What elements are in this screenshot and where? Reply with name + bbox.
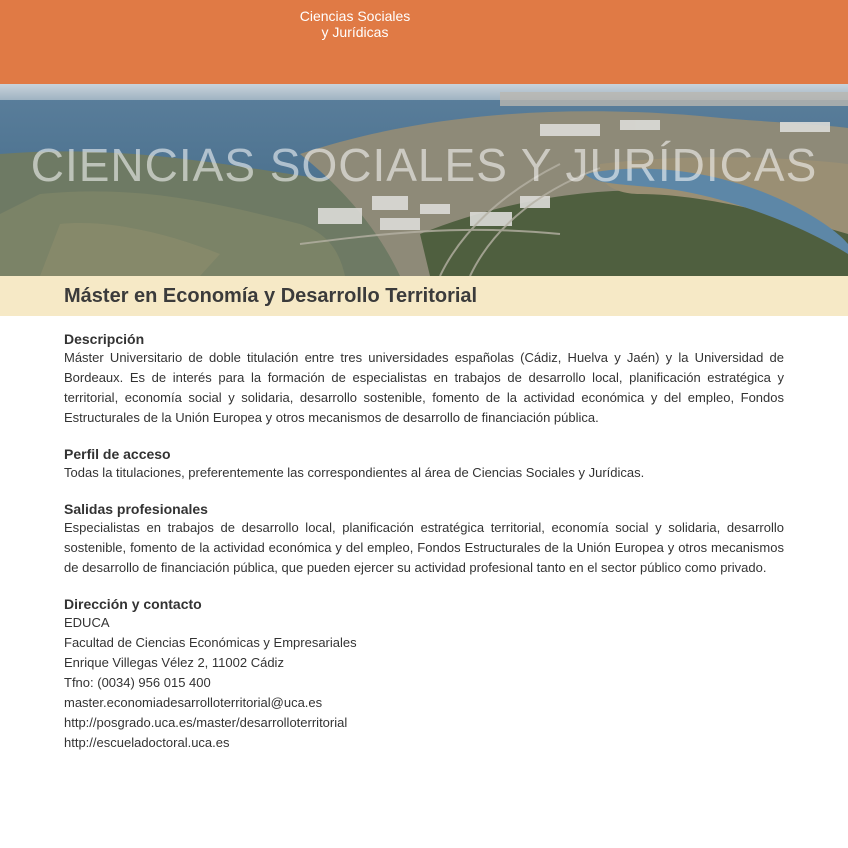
contact-address: Enrique Villegas Vélez 2, 11002 Cádiz <box>64 655 284 670</box>
header-banner <box>0 0 848 84</box>
area-label-line2: y Jurídicas <box>321 24 389 40</box>
section-text: Especialistas en trabajos de desarrollo local, planificación estratégica territorial, economía social y solidaria, desarrollo sostenible, fomento de la actividad económica y del empleo, Fondos Estructurales de la Unión Europea y otros mecanismos de desarrollo de financiación pública, que pueden ejercer su actividad profesional tanto en el sector público como privado. <box>64 520 784 575</box>
contact-email[interactable]: master.economiadesarrolloterritorial@uca.es <box>64 695 323 710</box>
contact-master-url[interactable]: http://posgrado.uca.es/master/desarrolloterritorial <box>64 715 348 730</box>
section-heading: Dirección y contacto <box>64 596 202 612</box>
contact-school-url[interactable]: http://escueladoctoral.uca.es <box>64 735 230 750</box>
contact-faculty: Facultad de Ciencias Económicas y Empresariales <box>64 635 357 650</box>
section-text: Máster Universitario de doble titulación entre tres universidades españolas (Cádiz, Huelva y Jaén) y la Universidad de Bordeaux. Es de interés para la formación de especialistas en trabajos de desarrollo local, planificación estratégica y territorial, economía social y solidaria, desarrollo sostenible, fomento de la actividad económica y del empleo, Fondos Estructurales de la Unión Europea y otros mecanismos de desarrollo de financiación pública. <box>64 350 784 425</box>
section-salidas <box>64 500 784 578</box>
section-heading: Perfil de acceso <box>64 446 171 462</box>
section-perfil <box>64 445 784 483</box>
content <box>64 330 784 770</box>
contact-phone: Tfno: (0034) 956 015 400 <box>64 675 211 690</box>
section-descripcion <box>64 330 784 428</box>
page-title: Máster en Economía y Desarrollo Territorial <box>64 285 478 307</box>
title-bar <box>0 276 848 316</box>
aerial-photo <box>0 84 848 276</box>
section-heading: Salidas profesionales <box>64 501 208 517</box>
area-label <box>240 8 470 40</box>
section-heading: Descripción <box>64 331 145 347</box>
area-label-line1: Ciencias Sociales <box>299 8 411 24</box>
section-text: Todas la titulaciones, preferentemente las correspondientes al área de Ciencias Sociales y Jurídicas. <box>64 465 645 480</box>
section-contacto <box>64 595 784 753</box>
contact-organization: EDUCA <box>64 615 110 630</box>
area-watermark: CIENCIAS SOCIALES Y JURÍDICAS <box>30 139 818 191</box>
